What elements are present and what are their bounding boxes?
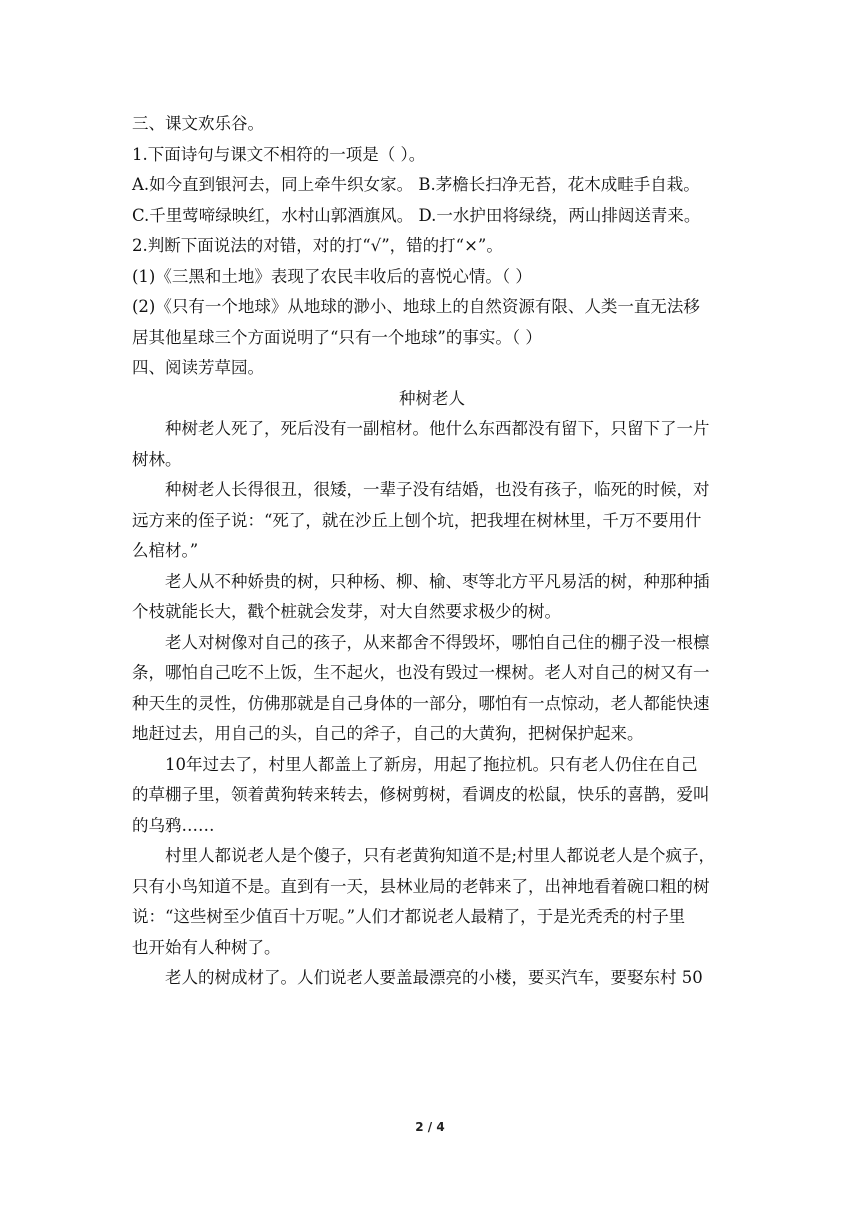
question-2: 2.判断下面说法的对错，对的打“√”，错的打“×”。 xyxy=(132,236,503,255)
option-c-d: C.千里莺啼绿映红，水村山郭酒旗风。 D.一水护田将绿绕，两山排闼送青来。 xyxy=(132,205,701,225)
passage-line: 也开始有人种树了。 xyxy=(132,937,281,957)
body-text xyxy=(132,109,732,994)
section-heading-3: 三、课文欢乐谷。 xyxy=(132,114,264,133)
passage-line: 说：“这些树至少值百十万呢。”人们才都说老人最精了，于是光秃秃的村子里 xyxy=(132,907,686,926)
passage-line: 老人从不种娇贵的树，只种杨、柳、榆、枣等北方平凡易活的树，种那种插 xyxy=(132,571,710,591)
passage-line: 种树老人长得很丑，很矮，一辈子没有结婚，也没有孩子，临死的时候，对 xyxy=(132,480,710,499)
passage-line: 老人的树成材了。人们说老人要盖最漂亮的小楼，要买汽车，要娶东村 50 xyxy=(132,968,703,987)
passage-line: 远方来的侄子说：“死了，就在沙丘上刨个坑，把我埋在树林里，千万不要用什 xyxy=(132,510,702,530)
passage-line: 的乌鸦…… xyxy=(132,815,215,835)
passage-line: 只有小鸟知道不是。直到有一天，县林业局的老韩来了，出神地看着碗口粗的树 xyxy=(132,876,710,896)
judge-item-2-cont: 居其他星球三个方面说明了“只有一个地球”的事实。（ ） xyxy=(132,327,542,347)
question-1: 1.下面诗句与课文不相符的一项是（ ）。 xyxy=(132,144,426,164)
page-number: 2 / 4 xyxy=(415,1120,445,1134)
passage-line: 条，哪怕自己吃不上饭，生不起火，也没有毁过一棵树。老人对自己的树又有一 xyxy=(132,663,710,682)
passage-line: 种天生的灵性，仿佛那就是自己身体的一部分，哪怕有一点惊动，老人都能快速 xyxy=(132,693,710,713)
passage-line: 个枝就能长大，戳个桩就会发芽，对大自然要求极少的树。 xyxy=(132,602,561,621)
passage-line: 10年过去了，村里人都盖上了新房，用起了拖拉机。只有老人仍住在自己 xyxy=(132,754,698,774)
passage-line: 种树老人死了，死后没有一副棺材。他什么东西都没有留下，只留下了一片 xyxy=(132,419,710,438)
passage-line: 么棺材。” xyxy=(132,541,199,560)
passage-line: 老人对树像对自己的孩子，从来都舍不得毁坏，哪怕自己住的棚子没一根檩 xyxy=(132,632,710,652)
passage-line: 村里人都说老人是个傻子，只有老黄狗知道不是;村里人都说老人是个疯子， xyxy=(132,846,716,865)
passage-title: 种树老人 xyxy=(399,388,465,408)
judge-item-2: (2)《只有一个地球》从地球的渺小、地球上的自然资源有限、人类一直无法移 xyxy=(132,297,700,316)
judge-item-1: (1)《三黑和土地》表现了农民丰收后的喜悦心情。（ ） xyxy=(132,266,532,286)
passage-line: 树林。 xyxy=(132,449,182,469)
passage-line: 地赶过去，用自己的头，自己的斧子，自己的大黄狗，把树保护起来。 xyxy=(132,724,644,743)
option-a-b: A.如今直到银河去，同上牵牛织女家。 B.茅檐长扫净无苔，花木成畦手自栽。 xyxy=(132,175,700,194)
passage-line: 的草棚子里，领着黄狗转来转去，修树剪树，看调皮的松鼠，快乐的喜鹊，爱叫 xyxy=(132,785,710,804)
section-heading-4: 四、阅读芳草园。 xyxy=(132,358,264,377)
